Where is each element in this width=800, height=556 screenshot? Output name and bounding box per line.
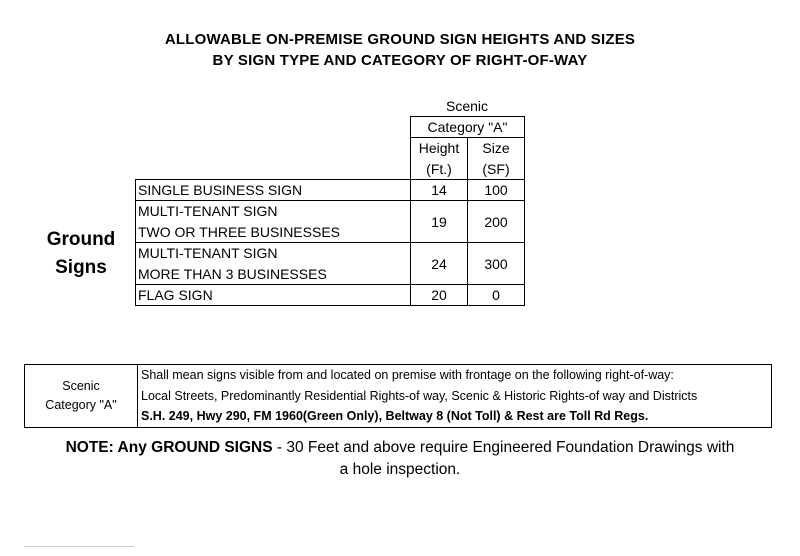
row-label-cont: MORE THAN 3 BUSINESSES xyxy=(136,264,411,285)
row-label: MULTI-TENANT SIGN xyxy=(136,243,411,264)
definition-term xyxy=(25,365,138,428)
ground-signs-label xyxy=(36,226,126,282)
size-header: Size xyxy=(468,138,525,159)
row-label: FLAG SIGN xyxy=(136,285,411,306)
row-label: SINGLE BUSINESS SIGN xyxy=(136,180,411,201)
definition-term-line2: Category "A" xyxy=(45,398,117,412)
table-row xyxy=(136,243,525,264)
row-height: 24 xyxy=(411,243,468,285)
note-line2: a hole inspection. xyxy=(339,461,461,478)
foundation-note xyxy=(0,437,800,481)
sign-size-table xyxy=(135,116,525,306)
row-size: 300 xyxy=(468,243,525,285)
row-size: 100 xyxy=(468,180,525,201)
note-rest: - 30 Feet and above require Engineered Foundation Drawings with xyxy=(272,439,735,456)
page-title-line1: ALLOWABLE ON-PREMISE GROUND SIGN HEIGHTS AND SIZES xyxy=(164,31,636,48)
height-unit: (Ft.) xyxy=(411,159,468,180)
row-height: 20 xyxy=(411,285,468,306)
note-lead: NOTE: Any GROUND SIGNS xyxy=(65,439,273,456)
table-row xyxy=(136,201,525,222)
scenic-header: Scenic xyxy=(445,98,489,114)
row-size: 0 xyxy=(468,285,525,306)
definition-line2: Local Streets, Predominantly Residential Rights-of way, Scenic & Historic Rights-of way and Districts xyxy=(141,389,698,403)
height-header: Height xyxy=(411,138,468,159)
row-size: 200 xyxy=(468,201,525,243)
ground-label-line1: Ground xyxy=(46,229,116,250)
row-label: MULTI-TENANT SIGN xyxy=(136,201,411,222)
definition-line3: S.H. 249, Hwy 290, FM 1960(Green Only), Beltway 8 (Not Toll) & Rest are Toll Rd Regs. xyxy=(141,409,649,423)
size-unit: (SF) xyxy=(468,159,525,180)
row-label-cont: TWO OR THREE BUSINESSES xyxy=(136,222,411,243)
row-height: 19 xyxy=(411,201,468,243)
definition-text xyxy=(138,365,772,428)
page-title-line2: BY SIGN TYPE AND CATEGORY OF RIGHT-OF-WAY xyxy=(212,52,588,69)
definition-box xyxy=(24,364,772,428)
ground-label-line2: Signs xyxy=(55,257,107,278)
row-height: 14 xyxy=(411,180,468,201)
divider xyxy=(24,546,134,547)
definition-line1: Shall mean signs visible from and located on premise with frontage on the following right-of-way: xyxy=(141,368,674,382)
table-row xyxy=(136,285,525,306)
category-header: Category "A" xyxy=(411,117,525,138)
definition-term-line1: Scenic xyxy=(62,379,100,393)
table-row xyxy=(136,180,525,201)
